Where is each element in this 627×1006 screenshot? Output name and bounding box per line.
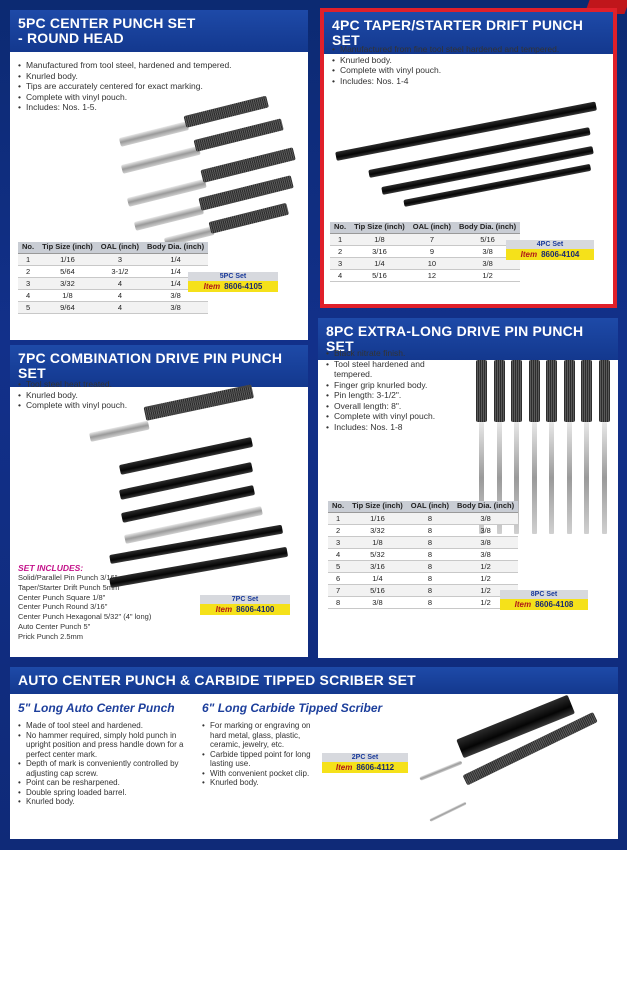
set-label: 8PC Set [500,590,588,599]
set-includes-item: Prick Punch 2.5mm [18,631,84,641]
feature-item: • Knurled body. [18,390,128,401]
spec-table [328,501,518,609]
punch-tip [121,146,201,174]
feature-item: • Includes: Nos. 1-4 [332,76,602,87]
feature-item: • Depth of mark is conveniently controlled by adjusting cap screw. [18,759,193,778]
scriber-tip [429,802,466,822]
table-cell: 9/64 [38,301,97,313]
set-includes-item: Auto Center Punch 5" [18,621,91,631]
table-cell: 3/8 [453,512,518,524]
table-cell: 4 [328,548,348,560]
table-row [330,233,520,245]
table-row [328,572,518,584]
table-row [330,269,520,281]
column-header: Tip Size (inch) [350,222,409,233]
table-cell: 3 [330,257,350,269]
table-cell: 5/16 [350,269,409,281]
item-number [200,604,290,615]
table-cell: 12 [409,269,455,281]
table-cell: 8 [407,560,453,572]
feature-item: • Finger grip knurled body. [326,380,456,391]
panel-7pc-combination-drive-pin-punch-set [10,345,308,657]
item-number-value: 8606-4104 [541,250,580,259]
panel-8pc-extra-long-drive-pin-punch-set [318,318,618,658]
column-header: No. [330,222,350,233]
table-cell: 3/8 [453,524,518,536]
table-cell: 8 [407,512,453,524]
item-number [506,249,594,260]
item-number-value: 8606-4108 [535,600,574,609]
panel-title: 4PC TAPER/STARTER DRIFT PUNCH SET [324,12,613,54]
table-cell: 6 [328,572,348,584]
table-row [328,536,518,548]
item-label: Item [203,282,221,291]
table-row [18,289,208,301]
item-number [188,281,278,292]
item-number-box [506,240,594,260]
panel-auto-center-punch-and-scriber-set [10,667,618,839]
table-row [328,524,518,536]
set-includes-item: Center Punch Square 1/8" [18,592,106,602]
table-cell: 1/2 [453,584,518,596]
table-cell: 1/8 [350,233,409,245]
feature-item: • Tool steel hardened and tempered. [326,359,456,380]
item-number-value: 8606-4105 [224,282,263,291]
feature-item: • Knurled body. [18,797,193,807]
table-cell: 1/2 [453,596,518,608]
set-includes-title: SET INCLUDES: [18,563,84,573]
set-includes-item: Taper/Starter Drift Punch 5mm [18,582,120,592]
table-cell: 3/8 [453,548,518,560]
column-header: Tip Size (inch) [38,242,97,253]
table-row [328,560,518,572]
table-cell: 7 [409,233,455,245]
column-header: Body Dia. (inch) [143,242,208,253]
item-number-box [188,272,278,292]
table-cell: 3/8 [143,301,208,313]
table-cell: 3/32 [38,277,97,289]
set-label: 4PC Set [506,240,594,249]
feature-item: • Complete with vinyl pouch. [18,400,128,411]
panel-title: 7PC COMBINATION DRIVE PIN PUNCH SET [10,345,308,387]
item-label: Item [215,605,233,614]
set-includes-item: Center Punch Hexagonal 5/32" (4" long) [18,612,152,622]
feature-item: • Knurled body. [332,55,602,66]
table-cell: 1 [328,512,348,524]
item-label: Item [335,763,353,772]
table-row [18,277,208,289]
table-cell: 9 [409,245,455,257]
table-row [328,584,518,596]
table-cell: 3/8 [453,536,518,548]
table-cell: 1 [18,253,38,265]
punch-tip [89,421,150,442]
table-cell: 5/16 [348,584,407,596]
table-cell: 1/2 [453,560,518,572]
table-cell: 2 [18,265,38,277]
table-cell: 3/8 [455,257,520,269]
punch-tip [134,205,204,231]
column-header: Body Dia. (inch) [453,501,518,512]
table-header-row [328,501,518,512]
table-row [330,257,520,269]
table-row [328,512,518,524]
table-cell: 1/4 [143,277,208,289]
table-row [18,253,208,265]
feature-item: • Black nitrate finish. [326,348,456,359]
feature-item: • Made of tool steel and hardened. [18,721,193,731]
scriber-heading: 6" Long Carbide Tipped Scriber [202,701,383,715]
item-label: Item [514,600,532,609]
scriber-features [202,721,312,788]
column-header: No. [328,501,348,512]
pin-punch-body [581,360,592,422]
table-cell: 1/8 [348,536,407,548]
pin-punch-body [476,360,487,422]
table-cell: 8 [407,596,453,608]
feature-item: • Manufactured from tool steel, hardened and tempered. [18,60,288,71]
table-cell: 3 [18,277,38,289]
table-cell: 3-1/2 [97,265,143,277]
table-cell: 5/64 [38,265,97,277]
table-cell: 5 [328,560,348,572]
table-cell: 1/16 [348,512,407,524]
column-header: OAL (inch) [407,501,453,512]
panel-5pc-center-punch-set [10,10,308,340]
set-label: 7PC Set [200,595,290,604]
pin-punch-pin [532,422,537,534]
table-cell: 1/16 [38,253,97,265]
panel-title: 8PC EXTRA-LONG DRIVE PIN PUNCH SET [318,318,618,360]
table-cell: 5 [18,301,38,313]
table-cell: 3/32 [348,524,407,536]
feature-item: • Complete with vinyl pouch. [18,92,288,103]
feature-item: • Knurled body. [202,778,312,788]
table-row [18,301,208,313]
table-cell: 3 [328,536,348,548]
table-cell: 10 [409,257,455,269]
table-cell: 8 [407,572,453,584]
table-cell: 2 [328,524,348,536]
panel-4pc-taper-starter-drift-punch-set [320,8,617,308]
spec-table [330,222,520,282]
column-header: Body Dia. (inch) [455,222,520,233]
item-label: Item [520,250,538,259]
set-includes-list [18,573,151,642]
table-cell: 1/4 [348,572,407,584]
feature-item: • Includes: Nos. 1-5. [18,102,288,113]
set-label: 5PC Set [188,272,278,281]
pin-punch-body [511,360,522,422]
column-header: OAL (inch) [97,242,143,253]
pin-punch-pin [549,422,554,534]
feature-item: • Complete with vinyl pouch. [332,65,602,76]
table-cell: 4 [18,289,38,301]
table-cell: 4 [97,301,143,313]
table-cell: 1 [330,233,350,245]
item-number [322,762,408,773]
pin-punch-body [546,360,557,422]
feature-list [326,348,456,432]
panel-title: AUTO CENTER PUNCH & CARBIDE TIPPED SCRIBER SET [10,667,618,694]
table-cell: 5/32 [348,548,407,560]
table-cell: 1/4 [350,257,409,269]
table-cell: 1/2 [455,269,520,281]
punch-tip [119,121,189,147]
spec-table [18,242,208,314]
table-cell: 1/4 [143,265,208,277]
pin-punch-body [494,360,505,422]
set-includes-item: Center Punch Round 3/16" [18,602,108,612]
punch-body [209,203,290,234]
feature-item: • Carbide tipped point for long lasting use. [202,750,312,769]
punch-tip [127,179,207,207]
table-cell: 1/4 [143,253,208,265]
pin-punch-pin [602,422,607,534]
table-cell: 8 [328,596,348,608]
item-number-box [322,753,408,773]
pin-punch-body [564,360,575,422]
table-cell: 3/8 [143,289,208,301]
feature-item: • Manufactured from fine tool steel hardened and tempered. [332,44,602,55]
set-includes-item: Solid/Parallel Pin Punch 3/16" [18,573,118,582]
feature-item: • Point can be resharpened. [18,778,193,788]
table-cell: 3/16 [348,560,407,572]
item-number-value: 8606-4112 [356,763,395,772]
feature-item: • Overall length: 8". [326,401,456,412]
table-cell: 3/8 [348,596,407,608]
table-header-row [330,222,520,233]
feature-item: • Tips are accurately centered for exact marking. [18,81,288,92]
auto-center-punch-heading: 5" Long Auto Center Punch [18,701,175,715]
table-cell: 5/16 [455,233,520,245]
column-header: No. [18,242,38,253]
item-number-box [500,590,588,610]
table-cell: 3 [97,253,143,265]
item-number-box [200,595,290,615]
feature-item: • Knurled body. [18,71,288,82]
feature-item: • Includes: Nos. 1-8 [326,422,456,433]
feature-item: • Tool steel heat treated. [18,379,128,390]
set-label: 2PC Set [322,753,408,762]
feature-item: • No hammer required, simply hold punch in upright position and press handle down for a perfect center mark. [18,731,193,760]
column-header: Tip Size (inch) [348,501,407,512]
table-row [328,596,518,608]
table-row [328,548,518,560]
table-cell: 7 [328,584,348,596]
column-header: OAL (inch) [409,222,455,233]
item-number [500,599,588,610]
table-header-row [18,242,208,253]
table-cell: 4 [330,269,350,281]
feature-item: • For marking or engraving on hard metal, glass, plastic, ceramic, jewelry, etc. [202,721,312,750]
table-cell: 8 [407,548,453,560]
table-cell: 3/16 [350,245,409,257]
table-cell: 1/2 [453,572,518,584]
table-cell: 1/8 [38,289,97,301]
feature-item: • With convenient pocket clip. [202,769,312,779]
feature-list [18,379,128,411]
table-cell: 2 [330,245,350,257]
table-cell: 8 [407,524,453,536]
panel-title-text: 5PC CENTER PUNCH SET [18,15,196,31]
panel-title [10,10,308,52]
table-row [330,245,520,257]
pin-punch-body [599,360,610,422]
punch-body [144,384,255,421]
feature-item: • Pin length: 3-1/2". [326,390,456,401]
punch-body [194,118,284,151]
set-includes [18,563,151,642]
item-number-value: 8606-4100 [236,605,275,614]
feature-item: • Double spring loaded barrel. [18,788,193,798]
table-cell: 3/8 [455,245,520,257]
pin-punch-body [529,360,540,422]
table-row [18,265,208,277]
panel-subtitle: - ROUND HEAD [18,30,124,46]
table-cell: 8 [407,536,453,548]
pin-punch-pin [584,422,589,534]
feature-list [332,44,602,86]
feature-item: • Complete with vinyl pouch. [326,411,456,422]
punch-tip [419,760,462,781]
table-cell: 4 [97,277,143,289]
table-cell: 4 [97,289,143,301]
table-cell: 8 [407,584,453,596]
auto-center-punch-features [18,721,193,807]
pin-punch-pin [567,422,572,534]
